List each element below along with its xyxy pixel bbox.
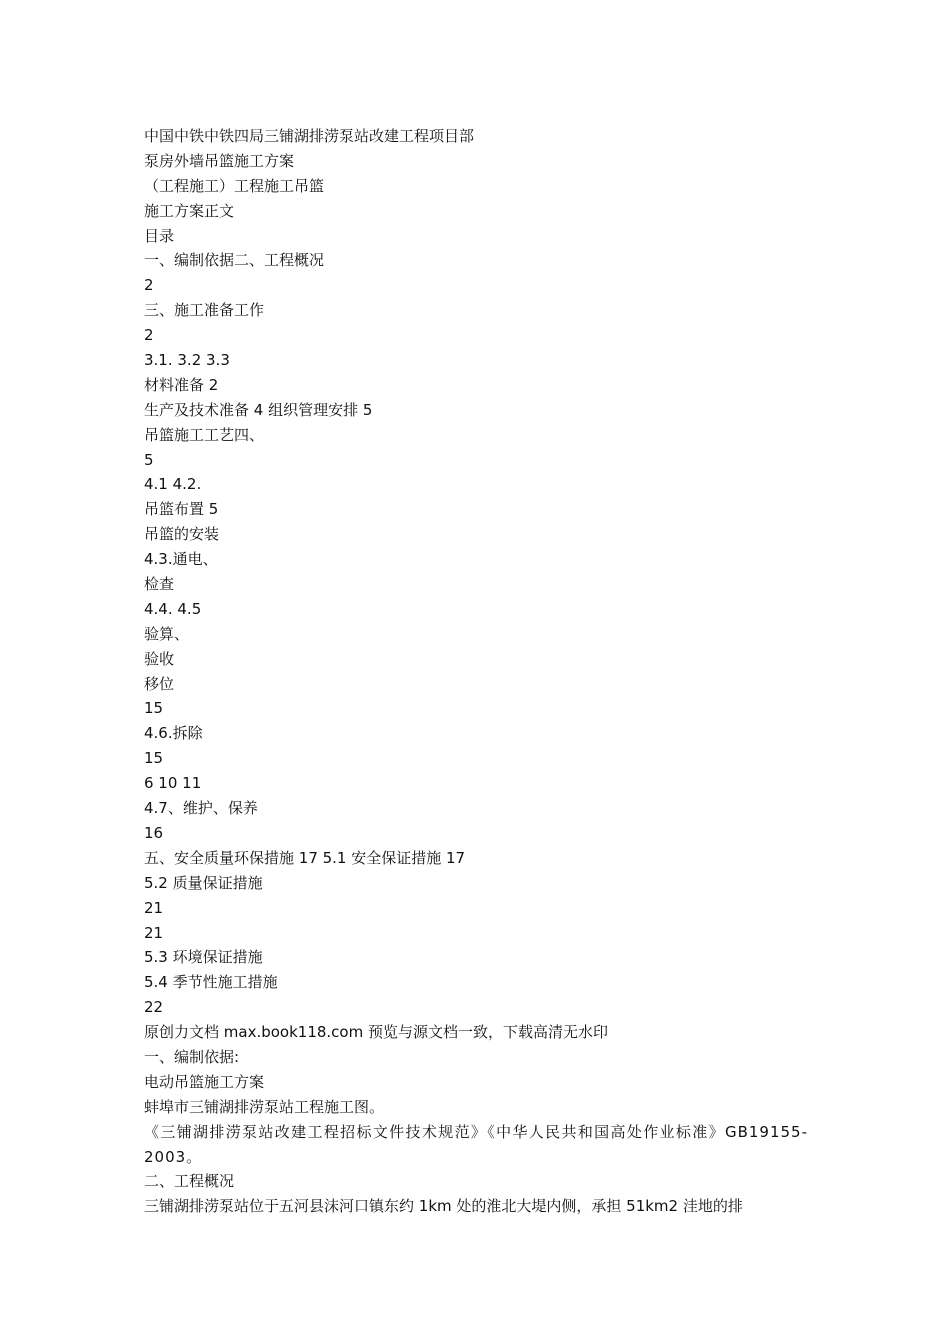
toc-line: 15 <box>144 749 164 768</box>
toc-line: 6 10 11 <box>144 774 202 793</box>
toc-line: 4.4. 4.5 <box>144 599 202 618</box>
basis-item: 蚌埠市三铺湖排涝泵站工程施工图。 <box>144 1097 385 1116</box>
plan-subtitle: （工程施工）工程施工吊篮 <box>144 176 325 195</box>
toc-line: 4.1 4.2. <box>144 475 202 494</box>
toc-line: 21 <box>144 923 164 942</box>
main-text-heading: 施工方案正文 <box>144 201 235 220</box>
toc-line: 吊篮的安装 <box>144 525 220 544</box>
toc-line: 2 <box>144 326 154 345</box>
toc-line: 三、施工准备工作 <box>144 301 265 320</box>
toc-line: 五、安全质量环保措施 17 5.1 安全保证措施 17 <box>144 848 466 867</box>
toc-line: 21 <box>144 898 164 917</box>
toc-line: 4.3.通电、 <box>144 550 218 569</box>
toc-line: 2 <box>144 276 154 295</box>
toc-line: 3.1. 3.2 3.3 <box>144 351 230 370</box>
plan-title: 泵房外墙吊篮施工方案 <box>144 151 295 170</box>
toc-line: 16 <box>144 823 164 842</box>
toc-line: 5.4 季节性施工措施 <box>144 973 278 992</box>
toc-line: 4.7、维护、保养 <box>144 799 258 818</box>
toc-line: 4.6.拆除 <box>144 724 203 743</box>
toc-line: 验收 <box>144 649 175 668</box>
toc-line: 验算、 <box>144 624 190 643</box>
standards-paragraph: 《三铺湖排涝泵站改建工程招标文件技术规范》《中华人民共和国高处作业标准》GB19155-2003。 <box>144 1122 808 1166</box>
section-one-heading: 一、编制依据: <box>144 1047 240 1066</box>
source-notice: 原创力文档 max.book118.com 预览与源文档一致，下载高清无水印 <box>144 1023 608 1042</box>
toc-line: 生产及技术准备 4 组织管理安排 5 <box>144 400 373 419</box>
toc-line: 移位 <box>144 674 175 693</box>
toc-line: 5.2 质量保证措施 <box>144 873 263 892</box>
toc-heading: 目录 <box>144 226 175 245</box>
document-page <box>144 124 808 1219</box>
toc-line: 15 <box>144 699 164 718</box>
toc-line: 检查 <box>144 575 175 594</box>
toc-line: 吊篮布置 5 <box>144 500 219 519</box>
toc-line: 一、编制依据二、工程概况 <box>144 251 325 270</box>
basis-item: 电动吊篮施工方案 <box>144 1072 265 1091</box>
toc-line: 材料准备 2 <box>144 375 219 394</box>
toc-line: 5.3 环境保证措施 <box>144 948 263 967</box>
toc-line: 5 <box>144 450 154 469</box>
project-department-title: 中国中铁中铁四局三铺湖排涝泵站改建工程项目部 <box>144 127 475 145</box>
toc-line: 22 <box>144 998 164 1017</box>
toc-line: 吊篮施工工艺四、 <box>144 425 265 444</box>
overview-line: 三铺湖排涝泵站位于五河县沫河口镇东约 1km 处的淮北大堤内侧，承担 51km2 洼地的排 <box>144 1197 743 1216</box>
section-two-heading: 二、工程概况 <box>144 1172 235 1191</box>
